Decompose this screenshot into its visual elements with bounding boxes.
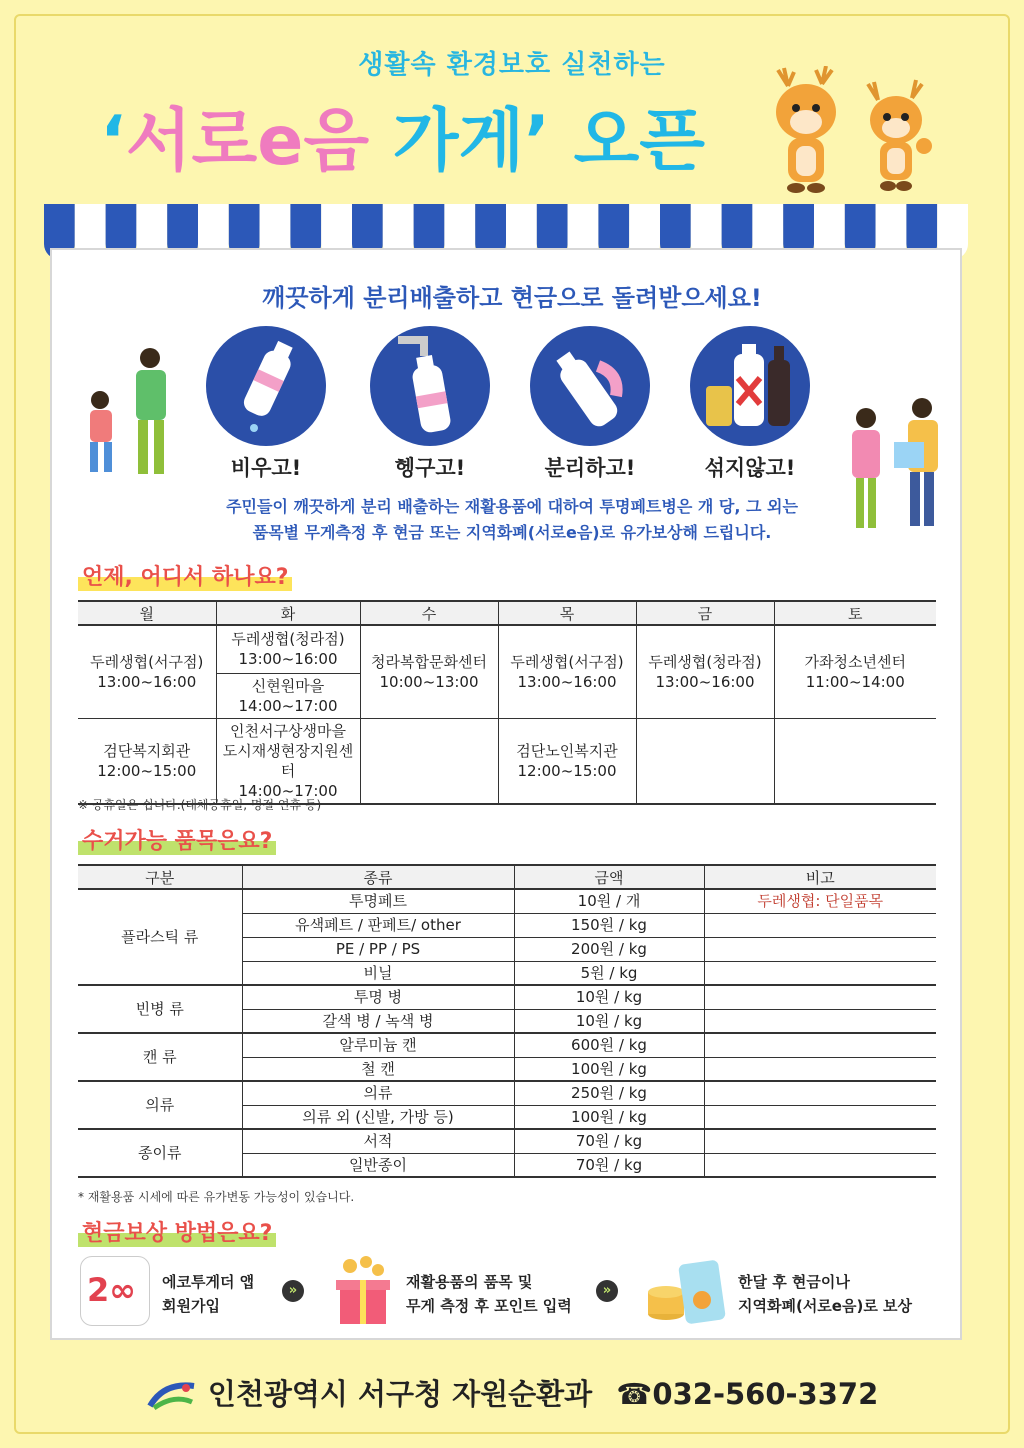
day-fri: 금 bbox=[636, 601, 774, 625]
day-mon: 월 bbox=[78, 601, 216, 625]
col-note: 비고 bbox=[704, 865, 936, 889]
day-sat: 토 bbox=[774, 601, 936, 625]
method-step-3-line-2: 지역화폐(서로e음)로 보상 bbox=[738, 1297, 913, 1315]
method-step-2-line-2: 무게 측정 후 포인트 입력 bbox=[406, 1297, 572, 1315]
price-cell: 100원 / kg bbox=[514, 1105, 704, 1129]
price-cell: 5원 / kg bbox=[514, 961, 704, 985]
note-cell bbox=[704, 1009, 936, 1033]
note-cell bbox=[704, 1129, 936, 1153]
kind-cell: 철 캔 bbox=[242, 1057, 514, 1081]
category-cell: 캔 류 bbox=[78, 1033, 242, 1081]
day-wed: 수 bbox=[360, 601, 498, 625]
kind-cell: 의류 외 (신발, 가방 등) bbox=[242, 1105, 514, 1129]
step-circle-1 bbox=[206, 326, 326, 446]
kind-cell: 투명 병 bbox=[242, 985, 514, 1009]
price-cell: 10원 / kg bbox=[514, 985, 704, 1009]
schedule-cell bbox=[216, 625, 360, 673]
note-cell: 두레생협: 단일품목 bbox=[704, 889, 936, 913]
time-label: 13:00~16:00 bbox=[97, 672, 197, 691]
note-cell bbox=[704, 937, 936, 961]
schedule-row bbox=[78, 625, 936, 673]
table-row bbox=[78, 985, 936, 1009]
time-label: 13:00~16:00 bbox=[655, 672, 755, 691]
schedule-cell bbox=[216, 718, 360, 804]
method-heading: 현금보상 방법은요? bbox=[78, 1216, 276, 1247]
place-label: 두레생협(청라점) bbox=[231, 630, 345, 649]
step-circle-4 bbox=[690, 326, 810, 446]
app-logo-digit: 2 bbox=[87, 1271, 110, 1309]
price-cell: 70원 / kg bbox=[514, 1153, 704, 1177]
schedule-cell bbox=[216, 673, 360, 718]
method-step-1-line-2: 회원가입 bbox=[162, 1297, 220, 1315]
schedule-header-row bbox=[78, 601, 936, 625]
table-row bbox=[78, 1081, 936, 1105]
table-row bbox=[78, 1033, 936, 1057]
time-label: 14:00~17:00 bbox=[238, 696, 338, 715]
kind-cell: 서적 bbox=[242, 1129, 514, 1153]
time-label: 12:00~15:00 bbox=[97, 761, 197, 780]
method-step-3 bbox=[738, 1270, 912, 1318]
schedule-cell bbox=[498, 718, 636, 804]
coins-card-icon bbox=[644, 1256, 730, 1328]
schedule-cell bbox=[360, 625, 498, 718]
schedule-cell bbox=[636, 718, 774, 804]
time-label: 13:00~16:00 bbox=[517, 672, 617, 691]
schedule-table bbox=[78, 600, 936, 805]
intro-text bbox=[140, 494, 884, 546]
category-cell: 종이류 bbox=[78, 1129, 242, 1177]
day-thu: 목 bbox=[498, 601, 636, 625]
price-cell: 250원 / kg bbox=[514, 1081, 704, 1105]
note-cell bbox=[704, 961, 936, 985]
time-label: 11:00~14:00 bbox=[805, 672, 905, 691]
items-table bbox=[78, 864, 936, 1178]
place-label: 도시재생현장지원센터 bbox=[222, 741, 354, 780]
kind-cell: PE / PP / PS bbox=[242, 937, 514, 961]
price-cell: 100원 / kg bbox=[514, 1057, 704, 1081]
separate-label-icon bbox=[530, 326, 650, 446]
note-cell bbox=[704, 1033, 936, 1057]
price-cell: 10원 / kg bbox=[514, 1009, 704, 1033]
method-step-2-line-1: 재활용품의 품목 및 bbox=[406, 1273, 533, 1291]
holiday-note: ※ 공휴일은 쉽니다.(대체공휴일, 명절 연휴 등) bbox=[78, 798, 322, 812]
headline: 깨끗하게 분리배출하고 현금으로 돌려받으세요! bbox=[262, 284, 762, 312]
note-cell bbox=[704, 1081, 936, 1105]
subtitle: 생활속 환경보호 실천하는 bbox=[358, 50, 666, 80]
price-cell: 600원 / kg bbox=[514, 1033, 704, 1057]
price-cell: 150원 / kg bbox=[514, 913, 704, 937]
footer-phone: ☎032-560-3372 bbox=[616, 1377, 879, 1411]
deer-mascot-icon bbox=[770, 66, 970, 196]
note-cell bbox=[704, 1057, 936, 1081]
place-label: 검단노인복지관 bbox=[516, 741, 618, 760]
time-label: 14:00~17:00 bbox=[238, 781, 338, 800]
kind-cell: 갈색 병 / 녹색 병 bbox=[242, 1009, 514, 1033]
method-step-3-line-1: 한달 후 현금이나 bbox=[738, 1273, 850, 1291]
time-label: 13:00~16:00 bbox=[238, 650, 338, 669]
table-row bbox=[78, 889, 936, 913]
empty-bottle-icon bbox=[206, 326, 326, 446]
seo-gu-logo-icon bbox=[146, 1380, 198, 1412]
kind-cell: 비닐 bbox=[242, 961, 514, 985]
intro-line-2: 품목별 무게측정 후 현금 또는 지역화폐(서로e음)로 유가보상해 드립니다. bbox=[252, 523, 772, 542]
intro-line-1: 주민들이 깨끗하게 분리 배출하는 재활용품에 대하여 투명페트병은 개 당, 그 외는 bbox=[226, 497, 798, 516]
price-note: * 재활용품 시세에 따른 유가변동 가능성이 있습니다. bbox=[78, 1190, 355, 1204]
schedule-cell bbox=[498, 625, 636, 718]
day-tue: 화 bbox=[216, 601, 360, 625]
ecotogether-app-logo bbox=[80, 1256, 150, 1326]
time-label: 10:00~13:00 bbox=[379, 672, 479, 691]
method-step-2 bbox=[406, 1270, 572, 1318]
arrow-icon: » bbox=[596, 1280, 618, 1302]
method-step-1 bbox=[162, 1270, 254, 1318]
category-cell: 빈병 류 bbox=[78, 985, 242, 1033]
schedule-cell bbox=[774, 625, 936, 718]
step-label-2: 헹구고! bbox=[394, 456, 466, 480]
method-step-1-line-1: 에코투게더 앱 bbox=[162, 1273, 255, 1291]
footer bbox=[0, 1372, 1024, 1413]
schedule-cell bbox=[78, 718, 216, 804]
page-title bbox=[100, 92, 780, 192]
step-label-3: 분리하고! bbox=[544, 456, 636, 480]
note-cell bbox=[704, 913, 936, 937]
place-label: 두레생협(서구점) bbox=[90, 652, 204, 671]
price-cell: 200원 / kg bbox=[514, 937, 704, 961]
step-circle-3 bbox=[530, 326, 650, 446]
step-label-1: 비우고! bbox=[230, 456, 302, 480]
schedule-cell bbox=[360, 718, 498, 804]
price-cell: 10원 / 개 bbox=[514, 889, 704, 913]
col-kind: 종류 bbox=[242, 865, 514, 889]
title-rest: 가게’ 오픈 bbox=[369, 102, 705, 181]
items-body bbox=[78, 889, 936, 1177]
place-label: 신현원마을 bbox=[251, 676, 325, 695]
place-label: 두레생협(청라점) bbox=[648, 652, 762, 671]
step-circle-2 bbox=[370, 326, 490, 446]
schedule-cell bbox=[78, 625, 216, 718]
app-logo-text bbox=[87, 1271, 136, 1309]
col-price: 금액 bbox=[514, 865, 704, 889]
schedule-cell bbox=[774, 718, 936, 804]
kind-cell: 의류 bbox=[242, 1081, 514, 1105]
category-cell: 플라스틱 류 bbox=[78, 889, 242, 985]
items-heading: 수거가능 품목은요? bbox=[78, 824, 276, 855]
place-label: 두레생협(서구점) bbox=[510, 652, 624, 671]
title-quote: ‘ bbox=[100, 102, 126, 181]
items-header-row bbox=[78, 865, 936, 889]
note-cell bbox=[704, 1105, 936, 1129]
kind-cell: 알루미늄 캔 bbox=[242, 1033, 514, 1057]
rinse-bottle-icon bbox=[370, 326, 490, 446]
time-label: 12:00~15:00 bbox=[517, 761, 617, 780]
no-mixing-icon bbox=[690, 326, 810, 446]
place-label: 청라복합문화센터 bbox=[371, 652, 487, 671]
schedule-heading: 언제, 어디서 하나요? bbox=[78, 560, 292, 591]
footer-org: 인천광역시 서구청 자원순환과 bbox=[207, 1377, 593, 1411]
gift-coins-icon bbox=[330, 1256, 396, 1328]
table-row bbox=[78, 1129, 936, 1153]
note-cell bbox=[704, 985, 936, 1009]
kind-cell: 유색페트 / 판페트/ other bbox=[242, 913, 514, 937]
kind-cell: 투명페트 bbox=[242, 889, 514, 913]
note-cell bbox=[704, 1153, 936, 1177]
arrow-icon: » bbox=[282, 1280, 304, 1302]
category-cell: 의류 bbox=[78, 1081, 242, 1129]
family-illustration-icon bbox=[70, 344, 200, 484]
place-label: 검단복지회관 bbox=[103, 741, 191, 760]
kind-cell: 일반종이 bbox=[242, 1153, 514, 1177]
price-cell: 70원 / kg bbox=[514, 1129, 704, 1153]
schedule-row bbox=[78, 718, 936, 804]
step-label-4: 섞지않고! bbox=[704, 456, 796, 480]
title-seoro: 서로e음 bbox=[125, 102, 370, 181]
col-category: 구분 bbox=[78, 865, 242, 889]
place-label: 가좌청소년센터 bbox=[804, 652, 906, 671]
schedule-cell bbox=[636, 625, 774, 718]
infinity-icon: ∞ bbox=[109, 1271, 136, 1309]
place-label: 인천서구상생마을 bbox=[230, 721, 346, 740]
